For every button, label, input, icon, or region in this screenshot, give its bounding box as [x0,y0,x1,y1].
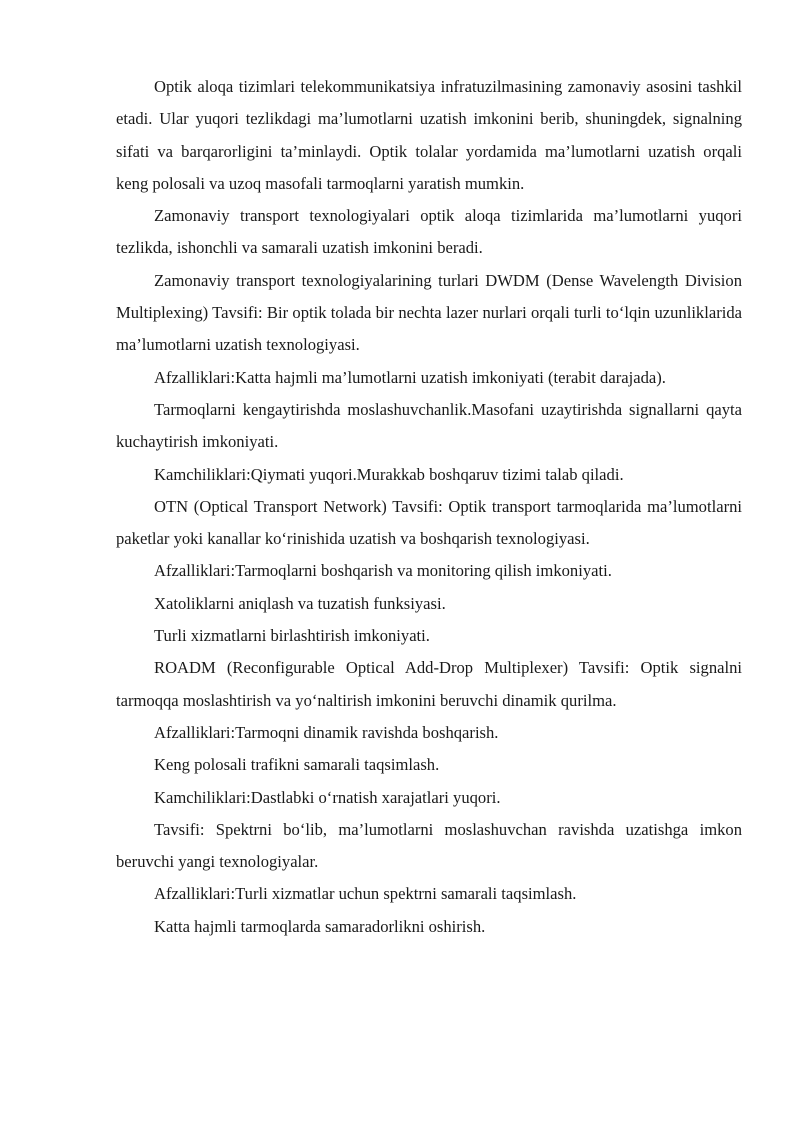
paragraph-spectrum-efficiency: Katta hajmli tarmoqlarda samaradorlikni oshirish. [154,916,486,936]
paragraph-spectrum-advantages: Afzalliklari:Turli xizmatlar uchun spektrni samarali taqsimlash. [154,884,577,904]
paragraph-dwdm-advantages: Afzalliklari:Katta hajmli ma’lumotlarni uzatish imkoniyati (terabit darajada). [154,367,666,387]
document-body [116,71,742,943]
paragraph-roadm: ROADM (Reconfigurable Optical Add-Drop Multiplexer) Tavsifi: Optik signalni tarmoqqa moslashtirish va yo‘naltirish imkonini beruvchi dinamik qurilma. [116,658,742,710]
paragraph-spectrum: Tavsifi: Spektrni bo‘lib, ma’lumotlarni moslashuvchan ravishda uzatishga imkon beruvchi yangi texnologiyalar. [116,819,742,872]
paragraph-dwdm-disadvantages: Kamchiliklari:Qiymati yuqori.Murakkab boshqaruv tizimi talab qiladi. [154,464,624,484]
paragraph-dwdm-flexibility: Tarmoqlarni kengaytirishda moslashuvchanlik.Masofani uzaytirishda signallarni qayta kuchaytirish imkoniyati. [116,399,742,452]
paragraph-roadm-advantages: Afzalliklari:Tarmoqni dinamik ravishda boshqarish. [154,722,499,742]
paragraph-roadm-disadvantages: Kamchiliklari:Dastlabki o‘rnatish xarajatlari yuqori. [154,787,501,807]
paragraph-dwdm: Zamonaviy transport texnologiyalarining turlari DWDM (Dense Wavelength Division Multiplexing) Tavsifi: Bir optik tolada bir nechta lazer nurlari orqali turli to‘lqin uzunliklarida ma’lumotlarni uzatish texnologiyasi. [116,270,742,355]
paragraph-otn: OTN (Optical Transport Network) Tavsifi: Optik transport tarmoqlarida ma’lumotlarni paketlar yoki kanallar ko‘rinishida uzatish va boshqarish texnologiyasi. [116,496,742,549]
paragraph-roadm-traffic: Keng polosali trafikni samarali taqsimlash. [154,755,440,775]
paragraph-otn-advantages: Afzalliklari:Tarmoqlarni boshqarish va monitoring qilish imkoniyati. [154,561,612,581]
paragraph-otn-errors: Xatoliklarni aniqlash va tuzatish funksiyasi. [154,593,446,613]
paragraph-transport-tech: Zamonaviy transport texnologiyalari optik aloqa tizimlarida ma’lumotlarni yuqori tezlikda, ishonchli va samarali uzatish imkonini beradi. [116,206,742,258]
paragraph-intro: Optik aloqa tizimlari telekommunikatsiya infratuzilmasining zamonaviy asosini tashkil etadi. Ular yuqori tezlikdagi ma’lumotlarni uzatish imkonini berib, shuningdek, signalning sifati va barqarorligini ta’minlaydi. Optik tolalar yordamida ma’lumotlarni uzatish orqali keng polosali va uzoq masofali tarmoqlarni yaratish mumkin. [116,77,742,193]
paragraph-otn-services: Turli xizmatlarni birlashtirish imkoniyati. [154,626,430,646]
